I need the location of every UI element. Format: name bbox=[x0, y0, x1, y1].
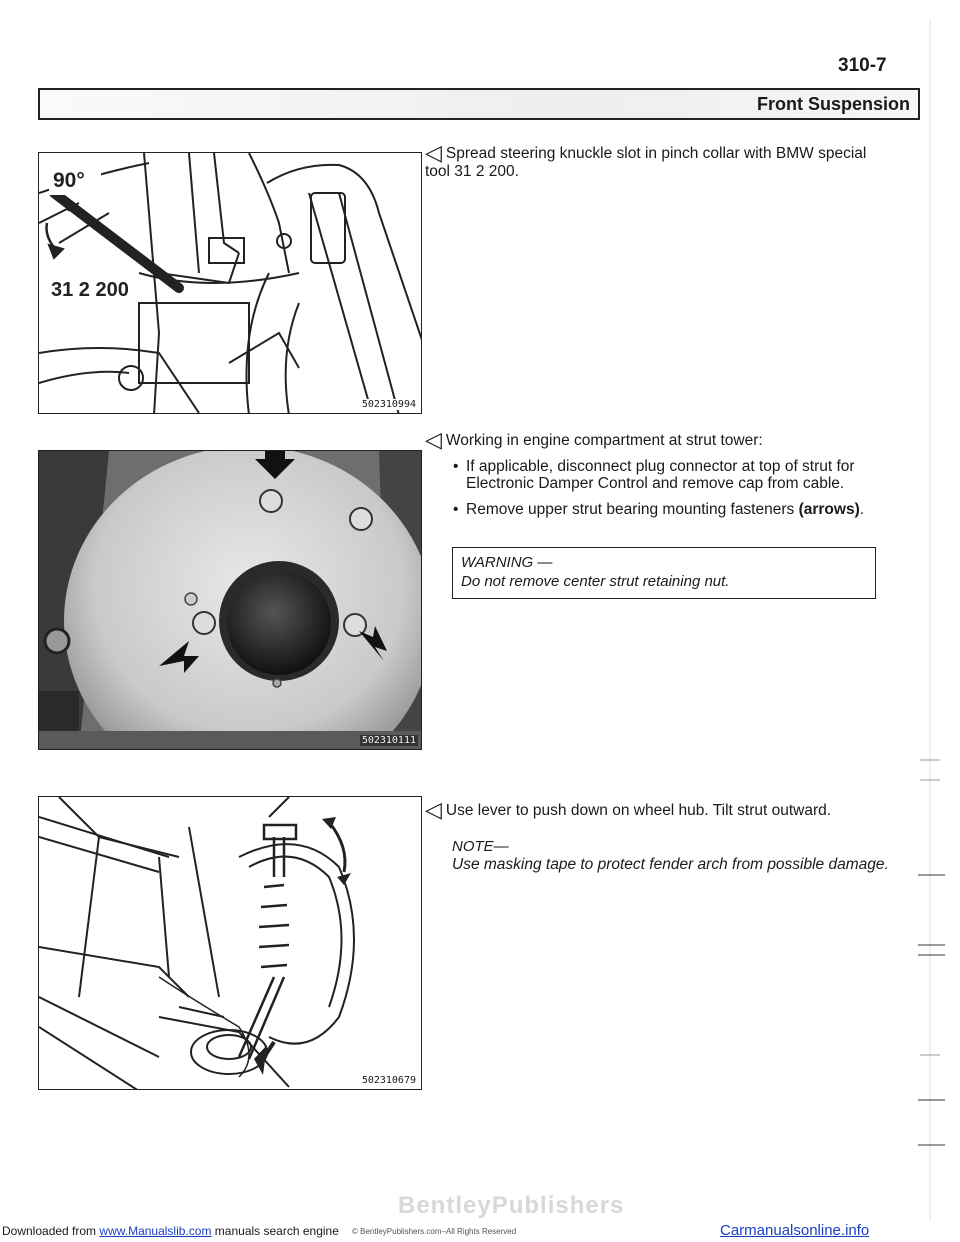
list-item: • If applicable, disconnect plug connector at top of strut for Electronic Damper Control and remove cap from cable. bbox=[452, 458, 882, 492]
warning-title: WARNING — bbox=[461, 554, 553, 571]
step-2-bullets bbox=[452, 458, 882, 527]
note-title: NOTE— bbox=[452, 838, 509, 855]
footer-download: Downloaded from www.Manualslib.com manuals search engine bbox=[2, 1224, 339, 1238]
pointer-arrow-icon: ◁ bbox=[425, 427, 442, 452]
step-1 bbox=[425, 140, 895, 181]
figure-knuckle-tool bbox=[38, 152, 422, 414]
page-number: 310-7 bbox=[838, 55, 887, 76]
angle-callout: 90° bbox=[53, 169, 85, 192]
tool-callout: 31 2 200 bbox=[51, 279, 129, 301]
warning-text: Do not remove center strut retaining nut. bbox=[461, 573, 730, 590]
carmanualsonline-link[interactable]: Carmanualsonline.info bbox=[720, 1222, 870, 1239]
step-3 bbox=[425, 797, 895, 822]
strut-tower-photo bbox=[39, 451, 422, 750]
figure-code: 502310994 bbox=[361, 399, 416, 410]
figure-wheel-hub bbox=[38, 796, 422, 1090]
wheel-hub-drawing bbox=[39, 797, 422, 1090]
step-3-text: Use lever to push down on wheel hub. Tilt strut outward. bbox=[445, 802, 832, 819]
knuckle-drawing bbox=[39, 153, 422, 414]
figure-strut-tower bbox=[38, 450, 422, 750]
footer-site bbox=[720, 1222, 869, 1239]
manualslib-link[interactable]: www.Manualslib.com bbox=[99, 1224, 212, 1238]
footer-copyright: © BentleyPublishers.com–All Rights Reserved bbox=[352, 1227, 517, 1236]
pointer-arrow-icon: ◁ bbox=[425, 140, 442, 165]
step-2-text: Working in engine compartment at strut tower: bbox=[445, 432, 763, 449]
warning-box bbox=[452, 547, 876, 599]
figure-code: 502310111 bbox=[361, 735, 416, 746]
step-1-text: Spread steering knuckle slot in pinch collar with BMW special tool 31 2 200. bbox=[425, 145, 867, 180]
section-title: Front Suspension bbox=[757, 94, 910, 114]
step-2 bbox=[425, 427, 895, 452]
section-header bbox=[38, 88, 920, 120]
note-text: Use masking tape to protect fender arch from possible damage. bbox=[452, 856, 889, 873]
publisher-watermark: BentleyPublishers bbox=[398, 1192, 625, 1219]
list-item: • Remove upper strut bearing mounting fasteners (arrows). bbox=[452, 501, 882, 518]
figure-code: 502310679 bbox=[361, 1075, 416, 1086]
pointer-arrow-icon: ◁ bbox=[425, 797, 442, 822]
margin-marks bbox=[900, 20, 960, 1220]
note-block bbox=[452, 838, 892, 874]
